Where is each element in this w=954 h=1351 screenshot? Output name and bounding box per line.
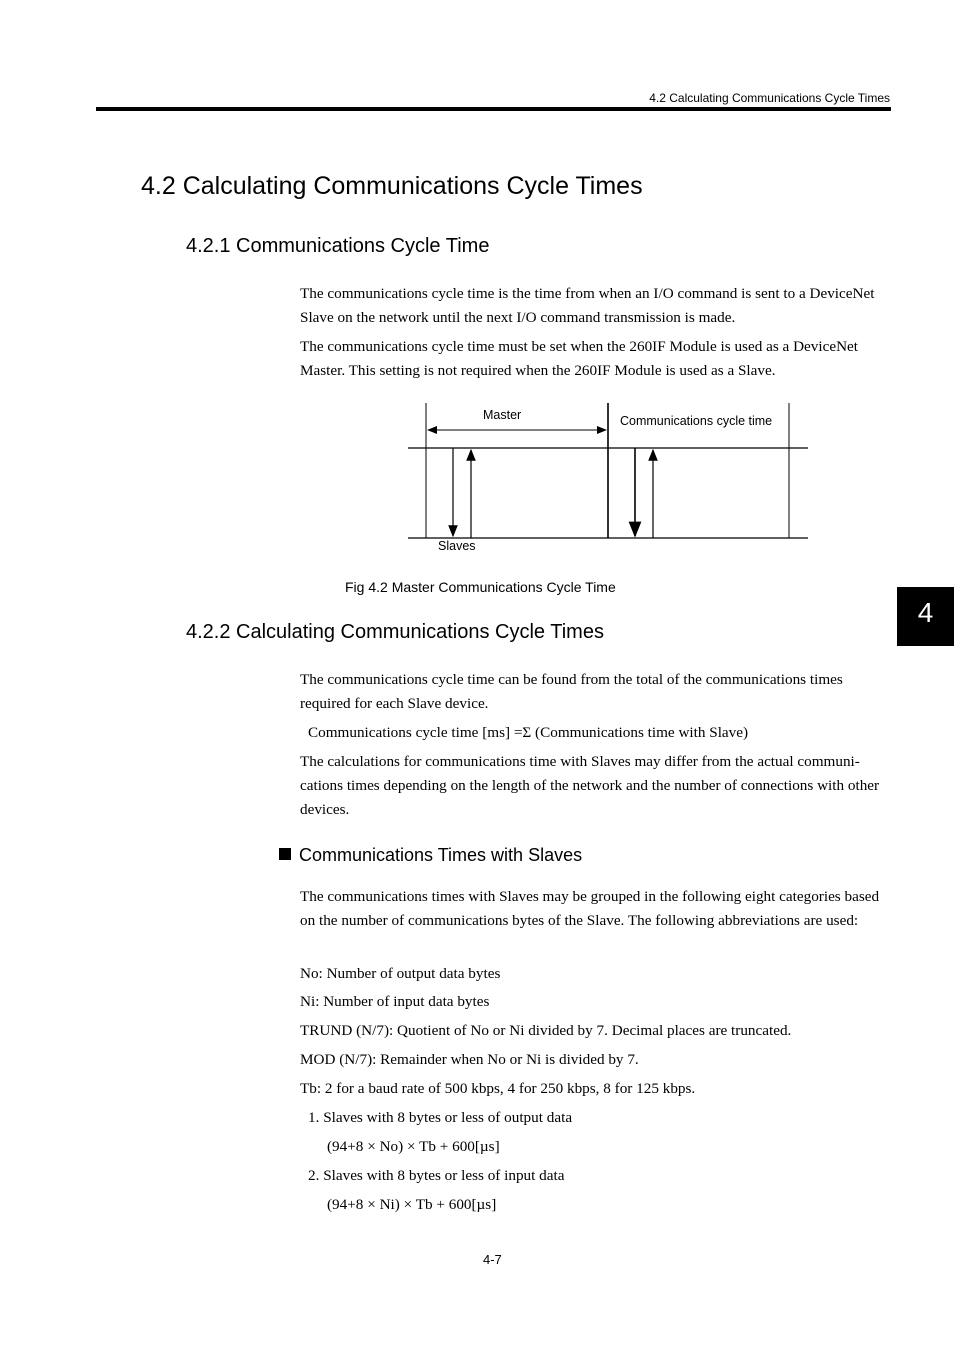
paragraph: The communications cycle time can be found from the total of the communications times required for each Slave device. [300,671,843,712]
abbr-ni: Ni: Number of input data bytes [300,993,490,1010]
running-header: 4.2 Calculating Communications Cycle Times [649,91,890,105]
abbr-mod: MOD (N/7): Remainder when No or Ni is divided by 7. [300,1051,639,1068]
paragraph: The communications cycle time must be set when the 260IF Module is used as a DeviceNet Master. This setting is not required when the 260IF Module is used as a Slave. [300,338,858,379]
chapter-tab: 4 [897,587,954,646]
subsection-title-4-2-1: 4.2.1 Communications Cycle Time [186,235,490,257]
subheading-text: Communications Times with Slaves [299,845,583,865]
abbr-no: No: Number of output data bytes [300,965,501,982]
figure-caption: Fig 4.2 Master Communications Cycle Time [345,579,616,595]
master-label: Master [483,408,522,422]
slaves-label: Slaves [438,539,476,553]
subheading-communications-times [279,845,582,866]
paragraph: The calculations for communications time with Slaves may differ from the actual communi- cations times depending on the length of the network and the number of connections with other devices. [300,753,880,818]
header-rule [96,107,891,111]
subsection-4-2-1-body [300,282,895,383]
formula: Communications cycle time [ms] =Σ (Communications time with Slave) [308,724,749,741]
cycle-time-diagram [400,398,810,558]
formula-2: (94+8 × Ni) × Tb + 600[µs] [327,1196,497,1213]
formula-1: (94+8 × No) × Tb + 600[µs] [327,1138,500,1155]
list-item-2: 2. Slaves with 8 bytes or less of input data [308,1167,565,1184]
abbr-tb: Tb: 2 for a baud rate of 500 kbps, 4 for 250 kbps, 8 for 125 kbps. [300,1080,696,1097]
square-bullet-icon [279,848,291,860]
paragraph: The communications cycle time is the time from when an I/O command is sent to a DeviceNet Slave on the network until the next I/O command transmission is made. [300,285,875,326]
cycle-time-label: Communications cycle time [620,414,773,428]
subsection-4-2-2-body [300,668,895,822]
section-title: 4.2 Calculating Communications Cycle Times [141,172,643,200]
paragraph: The communications times with Slaves may be grouped in the following eight categories based on the number of communications bytes of the Slave. The following abbreviations are used: [300,888,880,929]
abbr-trund: TRUND (N/7): Quotient of No or Ni divided by 7. Decimal places are truncated. [300,1022,792,1039]
page-number: 4-7 [483,1252,502,1267]
subsection-title-4-2-2: 4.2.2 Calculating Communications Cycle Times [186,621,604,643]
slaves-intro [300,885,895,933]
list-item-1: 1. Slaves with 8 bytes or less of output data [308,1109,573,1126]
